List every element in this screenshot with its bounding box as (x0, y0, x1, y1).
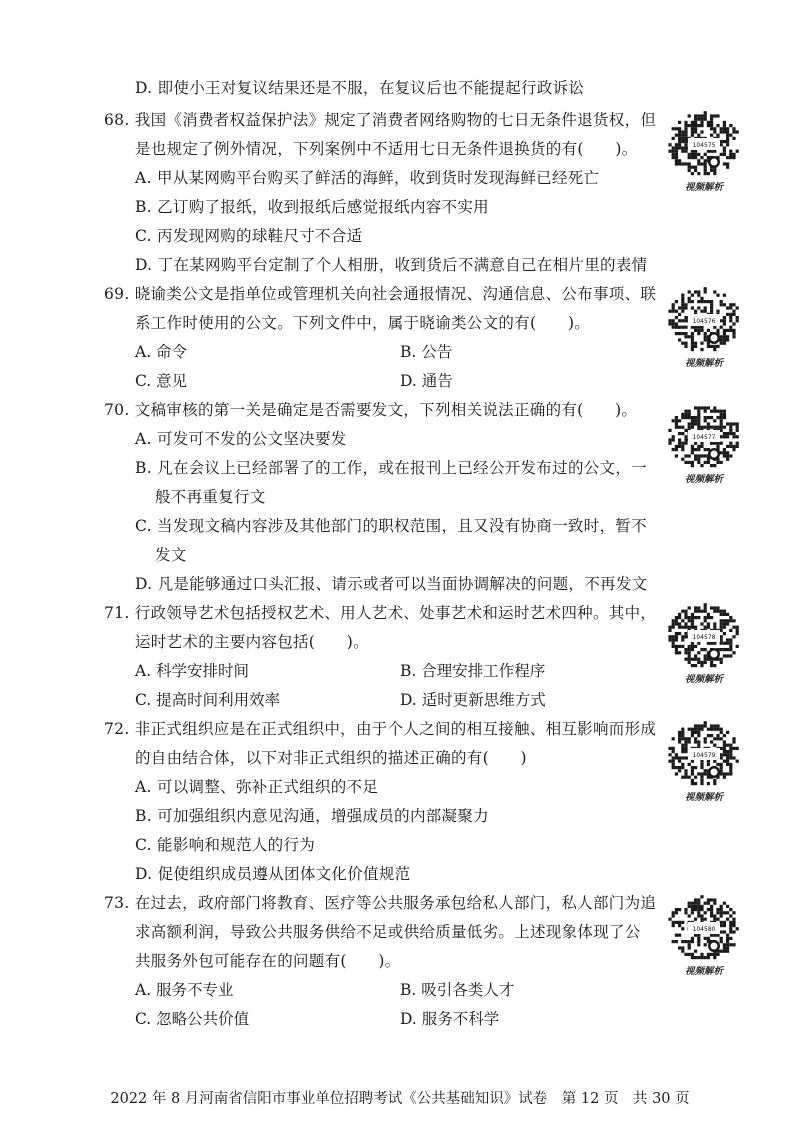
q70-option-c-line2: 发文 (155, 546, 187, 564)
q70-option-d: D. 凡是能够通过口头汇报、请示或者可以当面协调解决的问题，不再发文 (135, 575, 648, 593)
q70-option-c-line1: C. 当发现文稿内容涉及其他部门的职权范围，且又没有协商一致时，暂不 (135, 517, 647, 535)
q71-stem-line1: 71. 行政领导艺术包括授权艺术、用人艺术、处事艺术和运时艺术四种。其中， (104, 604, 657, 622)
q73-option-a: A. 服务不专业 (135, 981, 234, 999)
q69-option-b: B. 公告 (400, 343, 453, 361)
qr-code-icon (662, 108, 746, 182)
q70-option-a: A. 可发可不发的公文坚决要发 (135, 430, 347, 448)
qr-code (662, 718, 746, 792)
q72-option-c: C. 能影响和规范人的行为 (135, 836, 316, 854)
q68-option-a: A. 甲从某网购平台购买了鲜活的海鲜，收到货时发现海鲜已经死亡 (135, 169, 600, 187)
qr-code-number: 104576 (692, 318, 716, 325)
q73-stem-line2: 求高额利润，导致公共服务供给不足或供给质量低劣。上述现象体现了公 (135, 923, 641, 941)
qr-caption: 视频解析 (684, 182, 723, 193)
q73-stem-line1: 73. 在过去，政府部门将教育、医疗等公共服务承包给私人部门，私人部门为追 (104, 894, 657, 912)
q68-option-d: D. 丁在某网购平台定制了个人相册，收到货后不满意自己在相片里的表情 (135, 256, 648, 274)
q70-option-b-line2: 般不再重复行文 (155, 488, 266, 506)
q73-stem-line3: 共服务外包可能存在的问题有( )。 (135, 952, 401, 970)
q69-stem-line1: 69. 晓谕类公文是指单位或管理机关向社会通报情况、沟通信息、公布事项、联 (104, 285, 657, 303)
q71-option-c: C. 提高时间利用效率 (135, 691, 281, 709)
q69-stem-line2: 系工作时使用的公文。下列文件中，属于晓谕类公文的有( )。 (135, 314, 591, 332)
q68-option-c: C. 丙发现网购的球鞋尺寸不合适 (135, 227, 363, 245)
qr-code-number: 104575 (692, 142, 716, 149)
q68-option-b: B. 乙订购了报纸，收到报纸后感觉报纸内容不实用 (135, 198, 489, 216)
q71-option-b: B. 合理安排工作程序 (400, 662, 546, 680)
q70-stem: 70. 文稿审核的第一关是确定是否需要发文，下列相关说法正确的有( )。 (104, 401, 638, 419)
qr-code (662, 600, 746, 674)
qr-code-number: 104577 (692, 434, 716, 441)
q68-stem-line1: 68. 我国《消费者权益保护法》规定了消费者网络购物的七日无条件退货权，但 (104, 111, 657, 129)
q72-stem-line2: 的自由结合体，以下对非正式组织的描述正确的有( ) (135, 749, 527, 767)
qr-caption: 视频解析 (684, 474, 723, 485)
qr-code-icon (662, 718, 746, 792)
prev-option-d: D. 即使小王对复议结果还是不服，在复议后也不能提起行政诉讼 (135, 79, 585, 97)
qr-code (662, 400, 746, 474)
q71-option-a: A. 科学安排时间 (135, 662, 250, 680)
qr-code-icon (662, 600, 746, 674)
qr-caption: 视频解析 (684, 674, 723, 685)
q69-option-c: C. 意见 (135, 372, 188, 390)
q71-option-d: D. 适时更新思维方式 (400, 691, 546, 709)
q73-option-c: C. 忽略公共价值 (135, 1010, 250, 1028)
page-footer: 2022 年 8 月河南省信阳市事业单位招聘考试《公共基础知识》试卷 第 12 页 共 30 页 (110, 1091, 690, 1107)
q73-option-b: B. 吸引各类人才 (400, 981, 515, 999)
qr-caption: 视频解析 (684, 966, 723, 977)
q72-option-d: D. 促使组织成员遵从团体文化价值规范 (135, 865, 411, 883)
qr-code-icon (662, 284, 746, 358)
q68-stem-line2: 是也规定了例外情况，下列案例中不适用七日无条件退换货的有( )。 (135, 140, 638, 158)
q72-option-a: A. 可以调整、弥补正式组织的不足 (135, 778, 379, 796)
q72-stem-line1: 72. 非正式组织应是在正式组织中，由于个人之间的相互接触、相互影响而形成 (104, 720, 657, 738)
qr-code-icon (662, 400, 746, 474)
qr-code (662, 284, 746, 358)
q71-stem-line2: 运时艺术的主要内容包括( )。 (135, 633, 369, 651)
qr-code (662, 892, 746, 966)
q72-option-b: B. 可加强组织内意见沟通，增强成员的内部凝聚力 (135, 807, 489, 825)
qr-code-number: 104580 (692, 926, 716, 933)
qr-code (662, 108, 746, 182)
qr-caption: 视频解析 (684, 358, 723, 369)
qr-code-number: 104579 (692, 752, 716, 759)
qr-code-icon (662, 892, 746, 966)
q70-option-b-line1: B. 凡在会议上已经部署了的工作，或在报刊上已经公开发布过的公文，一 (135, 459, 647, 477)
qr-code-number: 104578 (692, 634, 716, 641)
q73-option-d: D. 服务不科学 (400, 1010, 500, 1028)
qr-caption: 视频解析 (684, 792, 723, 803)
q69-option-d: D. 通告 (400, 372, 453, 390)
q69-option-a: A. 命令 (135, 343, 188, 361)
